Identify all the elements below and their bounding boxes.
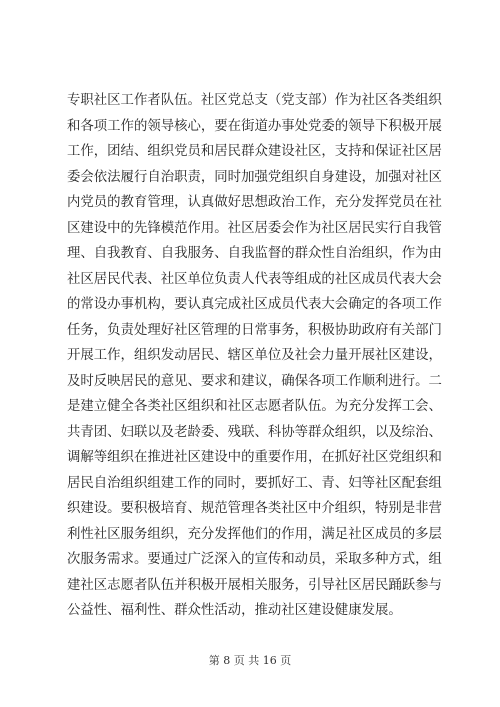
text-line: 利性社区服务组织，充分发挥他们的作用，满足社区成员的多层 — [67, 526, 442, 542]
text-line: 任务，负责处理好社区管理的日常事务，积极协助政府有关部门 — [67, 322, 442, 338]
text-line: 及时反映居民的意见、要求和建议，确保各项工作顺利进行。二 — [67, 373, 442, 389]
text-line: 专职社区工作者队伍。社区党总支（党支部）作为社区各类组织 — [67, 93, 442, 108]
text-line: 调解等组织在推进社区建设中的重要作用，在抓好社区党组织和 — [67, 450, 442, 465]
text-line: 内党员的教育管理，认真做好思想政治工作，充分发挥党员在社 — [67, 195, 442, 210]
text-line: 社区居民代表、社区单位负责人代表等组成的社区成员代表大会 — [67, 271, 442, 287]
text-line: 次服务需求。要通过广泛深入的宣传和动员，采取多种方式，组 — [67, 552, 442, 567]
text-line: 居民自治组织组建工作的同时，要抓好工、青、妇等社区配套组 — [67, 475, 442, 491]
text-line: 和各项工作的领导核心，要在街道办事处党委的领导下积极开展 — [67, 118, 442, 134]
text-line: 理、自我教育、自我服务、自我监督的群众性自治组织，作为由 — [67, 246, 442, 261]
text-line: 公益性、福利性、群众性活动，推动社区建设健康发展。 — [67, 603, 402, 618]
text-line: 共青团、妇联以及老龄委、残联、科协等群众组织，以及综治、 — [67, 424, 442, 440]
text-line: 区建设中的先锋模范作用。社区居委会作为社区居民实行自我管 — [67, 220, 442, 236]
page-number-footer: 第 8 页 共 16 页 — [208, 654, 292, 667]
text-line: 的常设办事机构，要认真完成社区成员代表大会确定的各项工作 — [67, 297, 442, 312]
text-line: 建社区志愿者队伍并积极开展相关服务，引导社区居民踊跃参与 — [67, 577, 442, 593]
text-line: 是建立健全各类社区组织和社区志愿者队伍。为充分发挥工会、 — [67, 399, 442, 414]
body-paragraph — [67, 88, 442, 624]
text-line: 织建设。要积极培育、规范管理各类社区中介组织，特别是非营 — [67, 501, 442, 516]
text-line: 工作，团结、组织党员和居民群众建设社区，支持和保证社区居 — [67, 144, 442, 159]
text-line: 委会依法履行自治职责，同时加强党组织自身建设，加强对社区 — [67, 169, 442, 185]
text-line: 开展工作，组织发动居民、辖区单位及社会力量开展社区建设， — [67, 348, 442, 363]
